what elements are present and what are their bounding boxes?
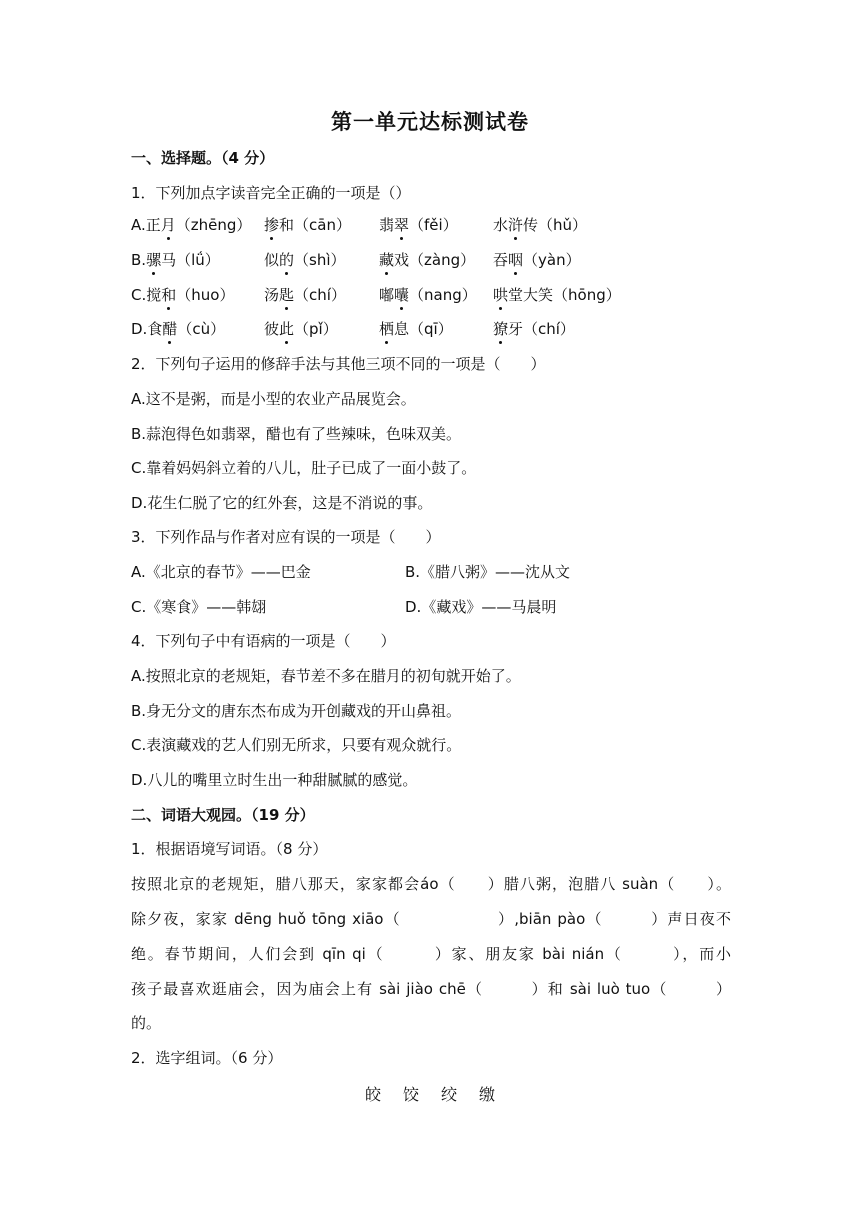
item-text: 嘟 [379, 286, 395, 304]
item-text: （yàn） [523, 251, 581, 269]
q1-option-item [131, 285, 264, 305]
q2-option-d: D.花生仁脱了它的红外套，这是不消说的事。 [131, 494, 433, 512]
item-text: 牙（chí） [508, 320, 575, 338]
q1-option-d [131, 319, 731, 339]
q1-stem: 1．下列加点字读音完全正确的一项是（） [131, 184, 411, 202]
q1-option-item [131, 215, 264, 235]
q1-option-item [379, 215, 493, 235]
q1-option-item [379, 250, 493, 270]
q4-option-b: B.身无分文的唐东杰布成为开创藏戏的开山鼻祖。 [131, 702, 462, 720]
item-text: （fěi） [409, 216, 458, 234]
q3-option-c: C.《寒食》——韩翃 [131, 598, 267, 616]
s2-q1-stem: 1．根据语境写词语。（8 分） [131, 840, 328, 858]
q2-option-c: C.靠着妈妈斜立着的八儿，肚子已成了一面小鼓了。 [131, 459, 477, 477]
q1-option-item [379, 285, 493, 305]
s2-q1-text-line-4: 孩子最喜欢逛庙会，因为庙会上有 sài jiào chē（ ）和 sài luò tuo（ ） [131, 980, 731, 998]
emphasized-char: 囔 [394, 286, 410, 304]
item-text: 吞 [493, 251, 509, 269]
emphasized-char: 的 [279, 251, 295, 269]
item-text: （huo） [176, 286, 235, 304]
item-text: B. [131, 251, 147, 269]
s2-q1-text-line-5: 的。 [131, 1014, 162, 1032]
item-text: （shì） [294, 251, 346, 269]
q3-stem: 3．下列作品与作者对应有误的一项是（ ） [131, 528, 441, 546]
q2-stem: 2．下列句子运用的修辞手法与其他三项不同的一项是（ ） [131, 355, 546, 373]
item-text: 汤 [264, 286, 280, 304]
q3-option-d: D.《藏戏》——马晨明 [405, 598, 557, 616]
item-text: 戏（zàng） [394, 251, 476, 269]
word-bank [0, 1082, 860, 1105]
s2-q1-text-line-3: 绝。春节期间，人们会到 qīn qi（ ）家、朋友家 bài nián（ ），而小 [131, 945, 731, 963]
page-title: 第一单元达标测试卷 [331, 110, 529, 134]
q1-option-item [264, 215, 379, 235]
q1-option-b [131, 250, 731, 270]
q3-options-row2 [131, 597, 731, 617]
item-text: C.搅 [131, 286, 162, 304]
emphasized-char: 掺 [264, 216, 280, 234]
word-bank-char: 缴 [479, 1085, 496, 1104]
q2-option-a: A.这不是粥，而是小型的农业产品展览会。 [131, 390, 416, 408]
item-text: （cù） [177, 320, 226, 338]
item-text: 翡 [379, 216, 395, 234]
q1-option-item [264, 250, 379, 270]
q1-option-item [493, 285, 621, 305]
section1-header: 一、选择题。（4 分） [131, 149, 275, 167]
q1-option-item [493, 250, 581, 270]
item-text: 彼 [264, 320, 280, 338]
emphasized-char: 醋 [162, 320, 178, 338]
q1-option-item [131, 319, 264, 339]
item-text: 似 [264, 251, 280, 269]
emphasized-char: 栖 [379, 320, 395, 338]
emphasized-char: 月 [160, 216, 176, 234]
item-text: D.食 [131, 320, 163, 338]
s2-q1-text-line-2: 除夕夜，家家 dēng huǒ tōng xiāo（ ）,biān pào（ ）声日夜不 [131, 910, 731, 928]
item-text: （zhēng） [175, 216, 252, 234]
q3-options-row1 [131, 562, 731, 582]
q1-option-item [264, 319, 379, 339]
item-text: （nang） [409, 286, 477, 304]
q4-option-c: C.表演藏戏的艺人们别无所求，只要有观众就行。 [131, 736, 462, 754]
item-text: 息（qī） [394, 320, 453, 338]
q4-option-a: A.按照北京的老规矩，春节差不多在腊月的初旬就开始了。 [131, 667, 521, 685]
item-text: 传（hǔ） [523, 216, 588, 234]
section2-header: 二、词语大观园。（19 分） [131, 806, 315, 824]
word-bank-char: 绞 [441, 1085, 458, 1104]
emphasized-char: 浒 [508, 216, 524, 234]
item-text: （pǐ） [294, 320, 338, 338]
q3-option-b: B.《腊八粥》——沈从文 [405, 563, 571, 581]
item-text: 和（cān） [279, 216, 351, 234]
item-text: 马（lǘ） [161, 251, 220, 269]
q1-option-item [131, 250, 264, 270]
q1-option-item [264, 285, 379, 305]
q1-option-item [379, 319, 493, 339]
emphasized-char: 哄 [493, 286, 509, 304]
emphasized-char: 咽 [508, 251, 524, 269]
emphasized-char: 和 [161, 286, 177, 304]
word-bank-char: 饺 [402, 1085, 419, 1104]
word-bank-char: 皎 [364, 1085, 381, 1104]
s2-q1-text-line-1: 按照北京的老规矩，腊八那天，家家都会áo（ ）腊八粥，泡腊八 suàn（ ）。 [131, 875, 731, 893]
item-text: 水 [493, 216, 509, 234]
emphasized-char: 藏 [379, 251, 395, 269]
q4-option-d: D.八儿的嘴里立时生出一种甜腻腻的感觉。 [131, 771, 418, 789]
emphasized-char: 翠 [394, 216, 410, 234]
item-text: A.正 [131, 216, 161, 234]
emphasized-char: 骡 [146, 251, 162, 269]
s2-q2-stem: 2．选字组词。（6 分） [131, 1049, 283, 1067]
q3-option-a: A.《北京的春节》——巴金 [131, 563, 311, 581]
q1-option-item [493, 319, 575, 339]
q2-option-b: B.蒜泡得色如翡翠，醋也有了些辣味，色味双美。 [131, 425, 462, 443]
item-text: 堂大笑（hōng） [508, 286, 621, 304]
q4-stem: 4．下列句子中有语病的一项是（ ） [131, 632, 396, 650]
q1-option-c [131, 285, 731, 305]
emphasized-char: 此 [279, 320, 295, 338]
q1-option-item [493, 215, 587, 235]
item-text: （chí） [294, 286, 346, 304]
q1-option-a [131, 215, 731, 235]
emphasized-char: 匙 [279, 286, 295, 304]
emphasized-char: 獠 [493, 320, 509, 338]
